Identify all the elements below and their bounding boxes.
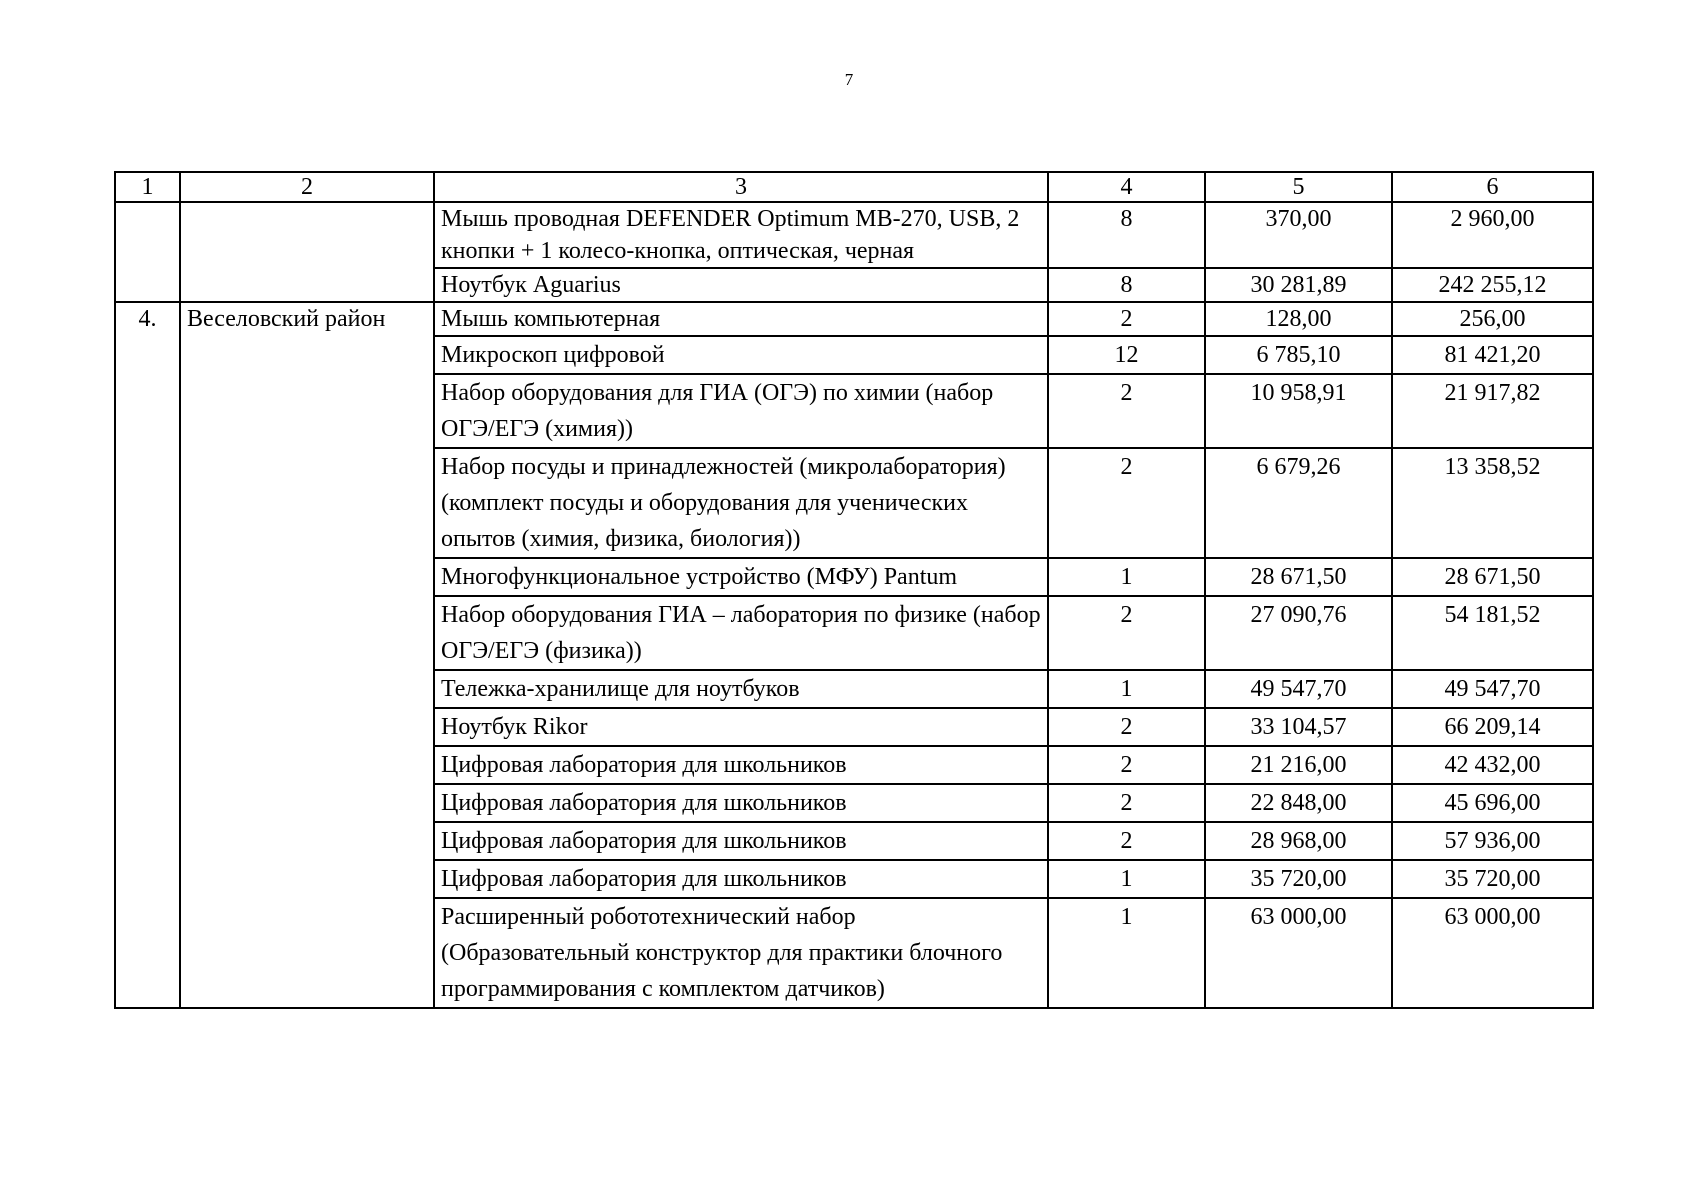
price-cell: 6 679,26 bbox=[1205, 448, 1392, 558]
quantity-cell: 2 bbox=[1048, 596, 1205, 670]
header-col-5: 5 bbox=[1205, 172, 1392, 202]
header-col-6: 6 bbox=[1392, 172, 1593, 202]
quantity-cell: 12 bbox=[1048, 336, 1205, 374]
quantity-cell: 8 bbox=[1048, 202, 1205, 268]
page-number: 7 bbox=[844, 70, 854, 89]
total-cell: 35 720,00 bbox=[1392, 860, 1593, 898]
item-name-cell: Расширенный робототехнический набор (Образовательный конструктор для практики блочного программирования с комплектом датчиков) bbox=[434, 898, 1048, 1008]
item-name-cell: Цифровая лаборатория для школьников bbox=[434, 822, 1048, 860]
header-col-3: 3 bbox=[434, 172, 1048, 202]
total-cell: 57 936,00 bbox=[1392, 822, 1593, 860]
item-name-cell: Ноутбук Rikor bbox=[434, 708, 1048, 746]
total-cell: 49 547,70 bbox=[1392, 670, 1593, 708]
price-cell: 30 281,89 bbox=[1205, 268, 1392, 302]
price-cell: 21 216,00 bbox=[1205, 746, 1392, 784]
price-cell: 63 000,00 bbox=[1205, 898, 1392, 1008]
total-cell: 81 421,20 bbox=[1392, 336, 1593, 374]
item-name-cell: Микроскоп цифровой bbox=[434, 336, 1048, 374]
quantity-cell: 2 bbox=[1048, 822, 1205, 860]
quantity-cell: 1 bbox=[1048, 898, 1205, 1008]
total-cell: 21 917,82 bbox=[1392, 374, 1593, 448]
item-name-cell: Ноутбук Aguarius bbox=[434, 268, 1048, 302]
price-cell: 27 090,76 bbox=[1205, 596, 1392, 670]
price-cell: 49 547,70 bbox=[1205, 670, 1392, 708]
table-row bbox=[115, 202, 1593, 268]
total-cell: 42 432,00 bbox=[1392, 746, 1593, 784]
price-cell: 370,00 bbox=[1205, 202, 1392, 268]
total-cell: 13 358,52 bbox=[1392, 448, 1593, 558]
total-cell: 66 209,14 bbox=[1392, 708, 1593, 746]
table-header-row bbox=[115, 172, 1593, 202]
quantity-cell: 1 bbox=[1048, 558, 1205, 596]
quantity-cell: 2 bbox=[1048, 448, 1205, 558]
item-name-cell: Набор оборудования ГИА – лаборатория по физике (набор ОГЭ/ЕГЭ (физика)) bbox=[434, 596, 1048, 670]
total-cell: 45 696,00 bbox=[1392, 784, 1593, 822]
price-cell: 35 720,00 bbox=[1205, 860, 1392, 898]
quantity-cell: 1 bbox=[1048, 860, 1205, 898]
price-cell: 28 671,50 bbox=[1205, 558, 1392, 596]
total-cell: 54 181,52 bbox=[1392, 596, 1593, 670]
table-row bbox=[115, 302, 1593, 336]
item-name-cell: Цифровая лаборатория для школьников bbox=[434, 746, 1048, 784]
quantity-cell: 2 bbox=[1048, 746, 1205, 784]
quantity-cell: 2 bbox=[1048, 302, 1205, 336]
item-name-cell: Тележка-хранилище для ноутбуков bbox=[434, 670, 1048, 708]
quantity-cell: 2 bbox=[1048, 784, 1205, 822]
quantity-cell: 2 bbox=[1048, 708, 1205, 746]
item-name-cell: Цифровая лаборатория для школьников bbox=[434, 860, 1048, 898]
price-cell: 33 104,57 bbox=[1205, 708, 1392, 746]
price-cell: 22 848,00 bbox=[1205, 784, 1392, 822]
price-cell: 10 958,91 bbox=[1205, 374, 1392, 448]
total-cell: 256,00 bbox=[1392, 302, 1593, 336]
item-name-cell: Многофункциональное устройство (МФУ) Pantum bbox=[434, 558, 1048, 596]
item-name-cell: Цифровая лаборатория для школьников bbox=[434, 784, 1048, 822]
district-cell: Веселовский район bbox=[180, 302, 434, 1008]
equipment-table bbox=[114, 171, 1594, 1009]
total-cell: 2 960,00 bbox=[1392, 202, 1593, 268]
quantity-cell: 1 bbox=[1048, 670, 1205, 708]
row-number-cell: 4. bbox=[115, 302, 180, 1008]
item-name-cell: Набор посуды и принадлежностей (микролаборатория) (комплект посуды и оборудования для ученических опытов (химия, физика, биология)) bbox=[434, 448, 1048, 558]
row-number-cell bbox=[115, 202, 180, 302]
item-name-cell: Мышь компьютерная bbox=[434, 302, 1048, 336]
district-cell bbox=[180, 202, 434, 302]
total-cell: 28 671,50 bbox=[1392, 558, 1593, 596]
price-cell: 6 785,10 bbox=[1205, 336, 1392, 374]
item-name-cell: Мышь проводная DEFENDER Optimum MB-270, USB, 2 кнопки + 1 колесо-кнопка, оптическая, черная bbox=[434, 202, 1048, 268]
header-col-4: 4 bbox=[1048, 172, 1205, 202]
header-col-2: 2 bbox=[180, 172, 434, 202]
price-cell: 28 968,00 bbox=[1205, 822, 1392, 860]
quantity-cell: 8 bbox=[1048, 268, 1205, 302]
total-cell: 242 255,12 bbox=[1392, 268, 1593, 302]
price-cell: 128,00 bbox=[1205, 302, 1392, 336]
header-col-1: 1 bbox=[115, 172, 180, 202]
quantity-cell: 2 bbox=[1048, 374, 1205, 448]
item-name-cell: Набор оборудования для ГИА (ОГЭ) по химии (набор ОГЭ/ЕГЭ (химия)) bbox=[434, 374, 1048, 448]
total-cell: 63 000,00 bbox=[1392, 898, 1593, 1008]
